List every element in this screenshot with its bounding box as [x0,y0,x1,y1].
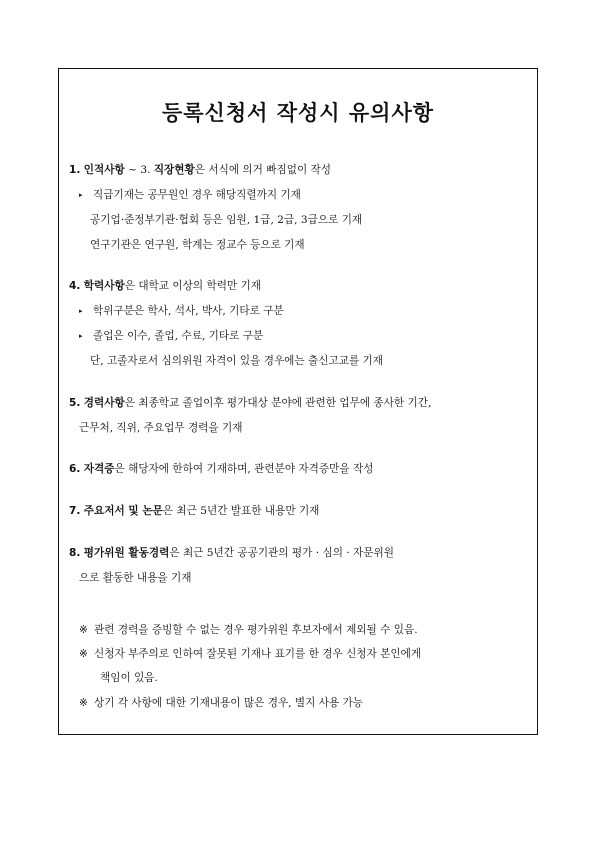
note-text: 상기 각 사항에 대한 기재내용이 많은 경우, 별지 사용 가능 [94,697,364,709]
note-continuation [100,670,158,685]
section-text: 은 해당자에 한하여 기재하며, 관련분야 자격증만을 작성 [114,463,374,475]
section-heading: 평가위원 활동경력 [83,547,170,559]
item-text: 직급기재는 공무원인 경우 해당직렬까지 기재 [93,189,301,201]
item-text: 공기업·준정부기관·협회 등은 임원, 1급, 2급, 3급으로 기재 [90,214,363,226]
section-text: 은 최근 5년간 공공기관의 평가 · 심의 · 자문위원 [169,547,394,559]
section-heading: 직장현황 [153,164,195,176]
section-text: 은 최종학교 졸업이후 평가대상 분야에 관련한 업무에 종사한 기간, [124,397,432,409]
item-text: 으로 활동한 내용을 기재 [79,572,192,584]
section-number: 7. [69,505,81,517]
list-item [90,237,305,252]
section-text: 은 서식에 의거 빠짐없이 작성 [194,164,332,176]
list-item [79,187,301,202]
item-text: 연구기관은 연구원, 학계는 정교수 등으로 기재 [90,239,305,251]
section-heading: 경력사항 [83,397,125,409]
list-item [79,303,284,318]
section-number: 5. [69,397,81,409]
section-number: 8. [69,547,81,559]
list-item [90,353,383,368]
note-mark-icon: ※ [79,648,88,660]
section-text: 은 최근 5년간 발표한 내용만 기재 [162,505,320,517]
section-6-line [69,461,373,476]
note-text: 책임이 있음. [100,672,158,684]
list-item [79,328,263,343]
bullet-icon: ▸ [79,307,83,315]
section-8-continuation [79,570,191,585]
note-mark-icon: ※ [79,697,88,709]
note-text: 신청자 부주의로 인하여 잘못된 기재나 표기를 한 경우 신청자 본인에게 [94,648,422,660]
section-heading: 주요저서 및 논문 [83,505,163,517]
item-text: 학위구분은 학사, 석사, 박사, 기타로 구분 [93,305,284,317]
item-text: 졸업은 이수, 졸업, 수료, 기타로 구분 [93,330,264,342]
bullet-icon: ▸ [79,191,83,199]
note-item [79,622,418,637]
section-number: 6. [69,463,81,475]
section-heading: 인적사항 [83,164,125,176]
note-item [79,695,363,710]
item-text: 근무처, 직위, 주요업무 경력을 기재 [79,422,243,434]
section-8-line [69,545,394,560]
notice-box [58,68,538,735]
section-text: 은 대학교 이상의 학력만 기재 [124,280,261,292]
section-number: 1. [69,164,81,176]
section-5-line [69,395,431,410]
section-7-line [69,503,319,518]
note-mark-icon: ※ [79,624,88,636]
section-range: ~ 3. [124,164,154,176]
section-1-line [69,162,331,177]
section-heading: 자격증 [83,463,115,475]
section-heading: 학력사항 [83,280,125,292]
note-text: 관련 경력을 증빙할 수 없는 경우 평가위원 후보자에서 제외될 수 있음. [94,624,418,636]
page-title: 등록신청서 작성시 유의사항 [161,101,435,125]
item-text: 단, 고졸자로서 심의위원 자격이 있을 경우에는 출신고교를 기재 [90,355,384,367]
list-item [90,212,362,227]
section-number: 4. [69,280,81,292]
section-4-line [69,278,261,293]
section-5-continuation [79,420,242,435]
bullet-icon: ▸ [79,332,83,340]
note-item [79,646,421,661]
